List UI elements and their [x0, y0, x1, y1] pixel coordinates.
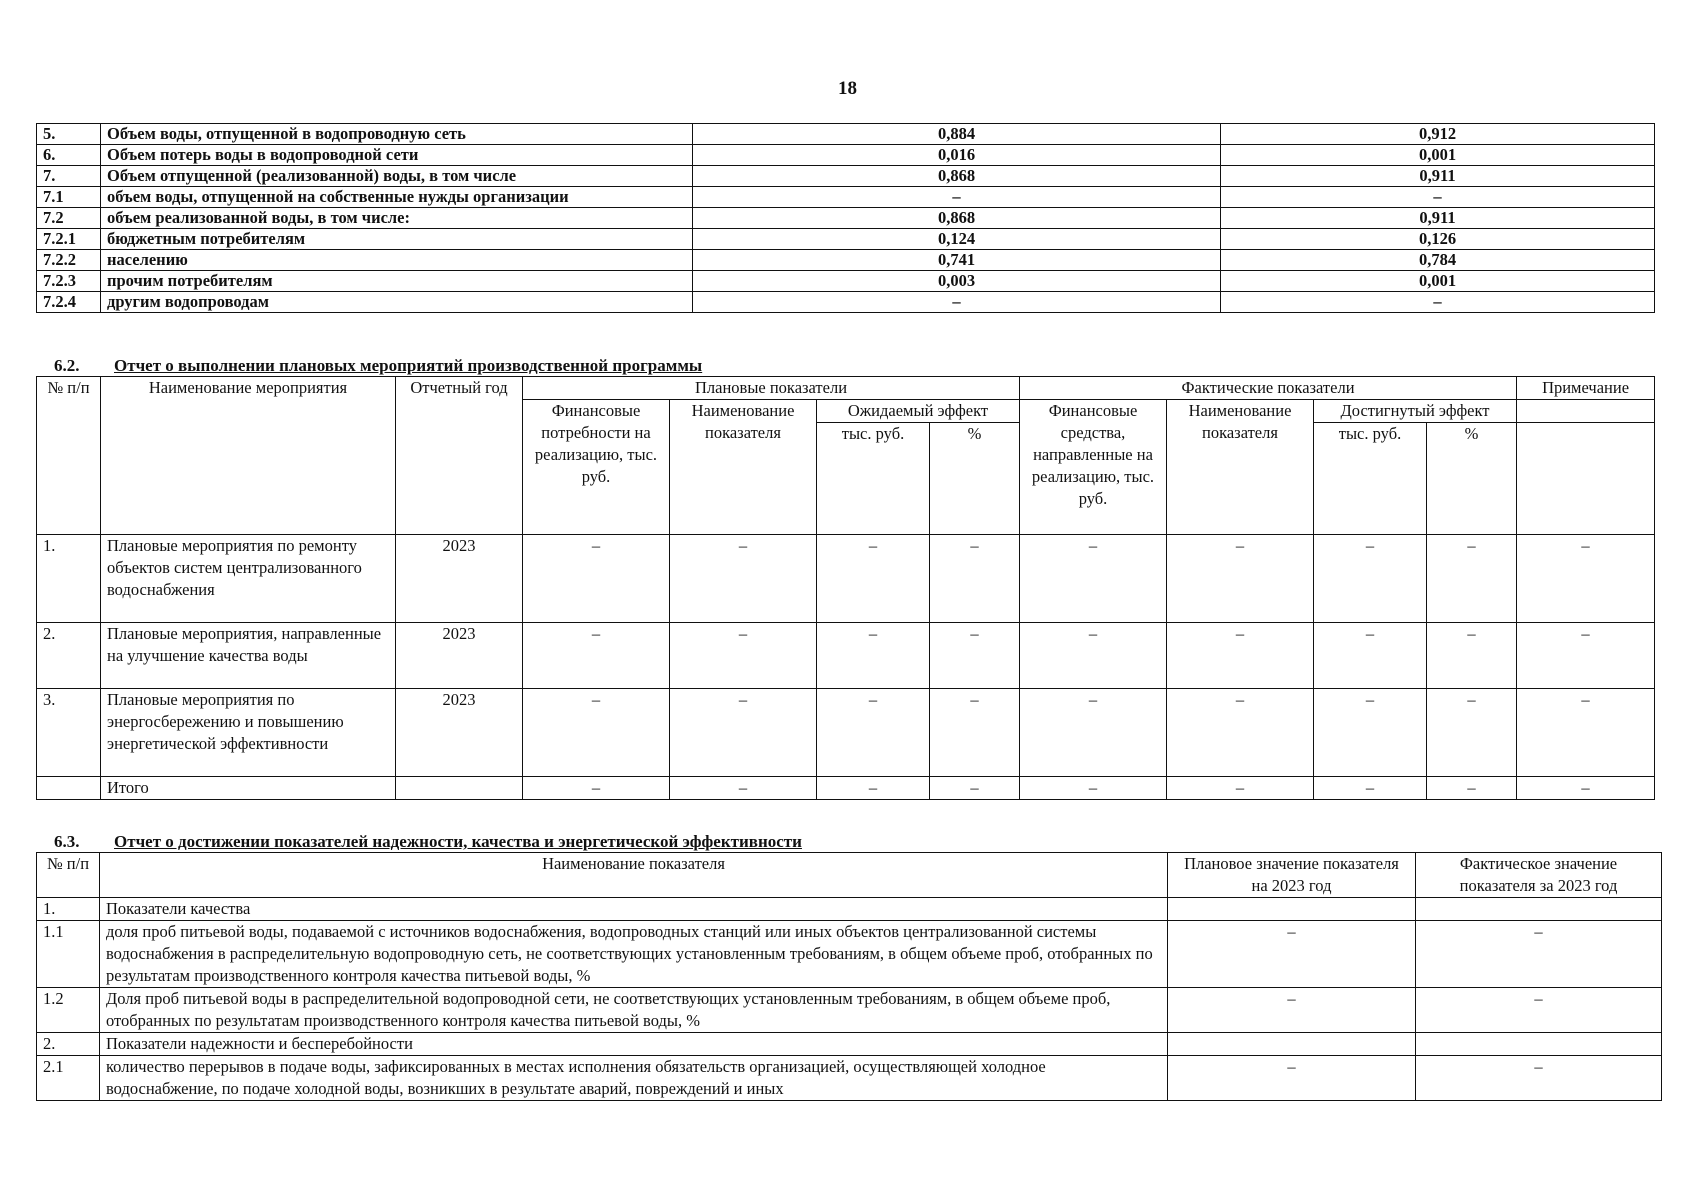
row-name: объем реализованной воды, в том числе: — [101, 208, 693, 229]
indicator-name: доля проб питьевой воды, подаваемой с источников водоснабжения, водопроводных станций или иных объектов централизованной системы водоснабжения в распределительную водопроводную сеть, не соответствующих установленным требованиям, в общем объеме проб, отобранных по результатам производственного контроля качества питьевой воды, % — [100, 921, 1168, 988]
value-cell: 0,884 — [693, 124, 1221, 145]
value-cell: – — [523, 623, 670, 689]
value-cell: – — [1517, 535, 1655, 623]
row-number: 2. — [37, 1033, 100, 1056]
header-fact-rub: тыс. руб. — [1314, 423, 1427, 535]
value-cell: – — [1314, 777, 1427, 800]
row-number: 1.1 — [37, 921, 100, 988]
value-cell: – — [670, 689, 817, 777]
plan-value — [1168, 898, 1416, 921]
value-cell: – — [1517, 623, 1655, 689]
value-cell: 0,016 — [693, 145, 1221, 166]
value-cell: – — [693, 292, 1221, 313]
value-cell: – — [930, 535, 1020, 623]
value-cell: 0,001 — [1221, 145, 1655, 166]
header-num: № п/п — [37, 853, 100, 898]
indicators-table — [36, 852, 1662, 1101]
fact-value: – — [1416, 1056, 1662, 1101]
value-cell: – — [523, 689, 670, 777]
value-cell: – — [523, 777, 670, 800]
value-cell: – — [1517, 777, 1655, 800]
section-number: 6.3. — [54, 832, 80, 851]
header-note-empty — [1517, 400, 1655, 423]
value-cell: 0,868 — [693, 208, 1221, 229]
header-year: Отчетный год — [396, 377, 523, 535]
table-row — [37, 623, 1655, 689]
report-year — [396, 777, 523, 800]
header-plan-effect: Ожидаемый эффект — [817, 400, 1020, 423]
header-fact-indicator: Наименование показателя — [1167, 400, 1314, 535]
activity-name: Плановые мероприятия, направленные на улучшение качества воды — [101, 623, 396, 689]
activity-name: Плановые мероприятия по энергосбережению и повышению энергетической эффективности — [101, 689, 396, 777]
header-fact-value: Фактическое значение показателя за 2023 год — [1416, 853, 1662, 898]
page-number: 18 — [838, 78, 857, 99]
value-cell: – — [1020, 623, 1167, 689]
value-cell: – — [1020, 689, 1167, 777]
header-note-empty-2 — [1517, 423, 1655, 535]
value-cell: 0,124 — [693, 229, 1221, 250]
value-cell: – — [1517, 689, 1655, 777]
plan-value — [1168, 1033, 1416, 1056]
value-cell: – — [670, 623, 817, 689]
table-row — [37, 250, 1655, 271]
table-row — [37, 166, 1655, 187]
fact-value: – — [1416, 921, 1662, 988]
value-cell: – — [1314, 623, 1427, 689]
value-cell: – — [1167, 535, 1314, 623]
row-number: 1. — [37, 898, 100, 921]
row-name: прочим потребителям — [101, 271, 693, 292]
row-name: другим водопроводам — [101, 292, 693, 313]
header-plan-value: Плановое значение показателя на 2023 год — [1168, 853, 1416, 898]
header-fact-finance: Финансовые средства, направленные на реализацию, тыс. руб. — [1020, 400, 1167, 535]
report-year: 2023 — [396, 623, 523, 689]
value-cell: – — [1167, 689, 1314, 777]
header-note: Примечание — [1517, 377, 1655, 400]
value-cell: – — [817, 623, 930, 689]
table-row — [37, 689, 1655, 777]
value-cell: – — [1221, 292, 1655, 313]
value-cell: – — [1167, 623, 1314, 689]
fact-value — [1416, 898, 1662, 921]
fact-value: – — [1416, 988, 1662, 1033]
value-cell: 0,911 — [1221, 208, 1655, 229]
value-cell: – — [1314, 689, 1427, 777]
section-heading: Отчет о выполнении плановых мероприятий производственной программы — [114, 356, 703, 375]
header-plan-pct: % — [930, 423, 1020, 535]
activities-table — [36, 376, 1655, 800]
volume-table — [36, 123, 1655, 313]
value-cell: 0,784 — [1221, 250, 1655, 271]
section-title-6-2 — [54, 356, 702, 376]
table-row — [37, 535, 1655, 623]
value-cell: – — [523, 535, 670, 623]
value-cell: 0,912 — [1221, 124, 1655, 145]
value-cell: 0,868 — [693, 166, 1221, 187]
table-row — [37, 208, 1655, 229]
value-cell: – — [1427, 623, 1517, 689]
row-number: 6. — [37, 145, 101, 166]
value-cell: 0,003 — [693, 271, 1221, 292]
value-cell: – — [1427, 535, 1517, 623]
row-name: объем воды, отпущенной на собственные нужды организации — [101, 187, 693, 208]
row-number: 3. — [37, 689, 101, 777]
row-number: 2. — [37, 623, 101, 689]
header-indicator-name: Наименование показателя — [100, 853, 1168, 898]
value-cell: – — [1427, 777, 1517, 800]
row-number: 7.2.4 — [37, 292, 101, 313]
header-num: № п/п — [37, 377, 101, 535]
table-row — [37, 988, 1662, 1033]
header-actual: Фактические показатели — [1020, 377, 1517, 400]
value-cell: 0,741 — [693, 250, 1221, 271]
table-row — [37, 187, 1655, 208]
table-row — [37, 777, 1655, 800]
table-row — [37, 271, 1655, 292]
value-cell: 0,001 — [1221, 271, 1655, 292]
indicator-name: Показатели качества — [100, 898, 1168, 921]
indicator-name: количество перерывов в подаче воды, зафиксированных в местах исполнения обязательств организацией, осуществляющей холодное водоснабжение, по подаче холодной воды, возникших в результате аварий, повреждений и иных — [100, 1056, 1168, 1101]
value-cell: – — [817, 535, 930, 623]
row-number — [37, 777, 101, 800]
value-cell: – — [817, 689, 930, 777]
row-number: 7.2.1 — [37, 229, 101, 250]
table-row — [37, 229, 1655, 250]
value-cell: – — [930, 623, 1020, 689]
section-heading: Отчет о достижении показателей надежности, качества и энергетической эффективности — [114, 832, 802, 851]
row-number: 1. — [37, 535, 101, 623]
row-number: 7.1 — [37, 187, 101, 208]
value-cell: – — [1167, 777, 1314, 800]
value-cell: – — [670, 777, 817, 800]
header-fact-pct: % — [1427, 423, 1517, 535]
section-title-6-3 — [54, 832, 802, 852]
plan-value: – — [1168, 1056, 1416, 1101]
value-cell: – — [1020, 535, 1167, 623]
fact-value — [1416, 1033, 1662, 1056]
value-cell: – — [1020, 777, 1167, 800]
table-row — [37, 292, 1655, 313]
row-name: Объем потерь воды в водопроводной сети — [101, 145, 693, 166]
row-number: 7.2 — [37, 208, 101, 229]
table-row — [37, 124, 1655, 145]
activity-name: Плановые мероприятия по ремонту объектов систем централизованного водоснабжения — [101, 535, 396, 623]
header-planned: Плановые показатели — [523, 377, 1020, 400]
value-cell: 0,126 — [1221, 229, 1655, 250]
row-number: 7.2.3 — [37, 271, 101, 292]
plan-value: – — [1168, 921, 1416, 988]
row-name: населению — [101, 250, 693, 271]
plan-value: – — [1168, 988, 1416, 1033]
indicator-name: Доля проб питьевой воды в распределительной водопроводной сети, не соответствующих установленным требованиям, в общем объеме проб, отобранных по результатам производственного контроля качества питьевой воды, % — [100, 988, 1168, 1033]
value-cell: – — [670, 535, 817, 623]
indicator-name: Показатели надежности и бесперебойности — [100, 1033, 1168, 1056]
row-number: 7.2.2 — [37, 250, 101, 271]
value-cell: – — [693, 187, 1221, 208]
header-plan-indicator: Наименование показателя — [670, 400, 817, 535]
table-row — [37, 898, 1662, 921]
table-row — [37, 145, 1655, 166]
header-activity-name: Наименование мероприятия — [101, 377, 396, 535]
report-year: 2023 — [396, 689, 523, 777]
header-fact-effect: Достигнутый эффект — [1314, 400, 1517, 423]
section-number: 6.2. — [54, 356, 80, 375]
row-number: 7. — [37, 166, 101, 187]
row-name: Объем воды, отпущенной в водопроводную сеть — [101, 124, 693, 145]
value-cell: 0,911 — [1221, 166, 1655, 187]
header-plan-finance: Финансовые потребности на реализацию, тыс. руб. — [523, 400, 670, 535]
row-name: Объем отпущенной (реализованной) воды, в том числе — [101, 166, 693, 187]
report-year: 2023 — [396, 535, 523, 623]
row-number: 1.2 — [37, 988, 100, 1033]
value-cell: – — [1221, 187, 1655, 208]
row-number: 2.1 — [37, 1056, 100, 1101]
value-cell: – — [817, 777, 930, 800]
table-row — [37, 921, 1662, 988]
value-cell: – — [930, 689, 1020, 777]
activity-name: Итого — [101, 777, 396, 800]
table-row — [37, 1033, 1662, 1056]
row-name: бюджетным потребителям — [101, 229, 693, 250]
table-row — [37, 1056, 1662, 1101]
value-cell: – — [930, 777, 1020, 800]
header-plan-rub: тыс. руб. — [817, 423, 930, 535]
value-cell: – — [1427, 689, 1517, 777]
row-number: 5. — [37, 124, 101, 145]
value-cell: – — [1314, 535, 1427, 623]
